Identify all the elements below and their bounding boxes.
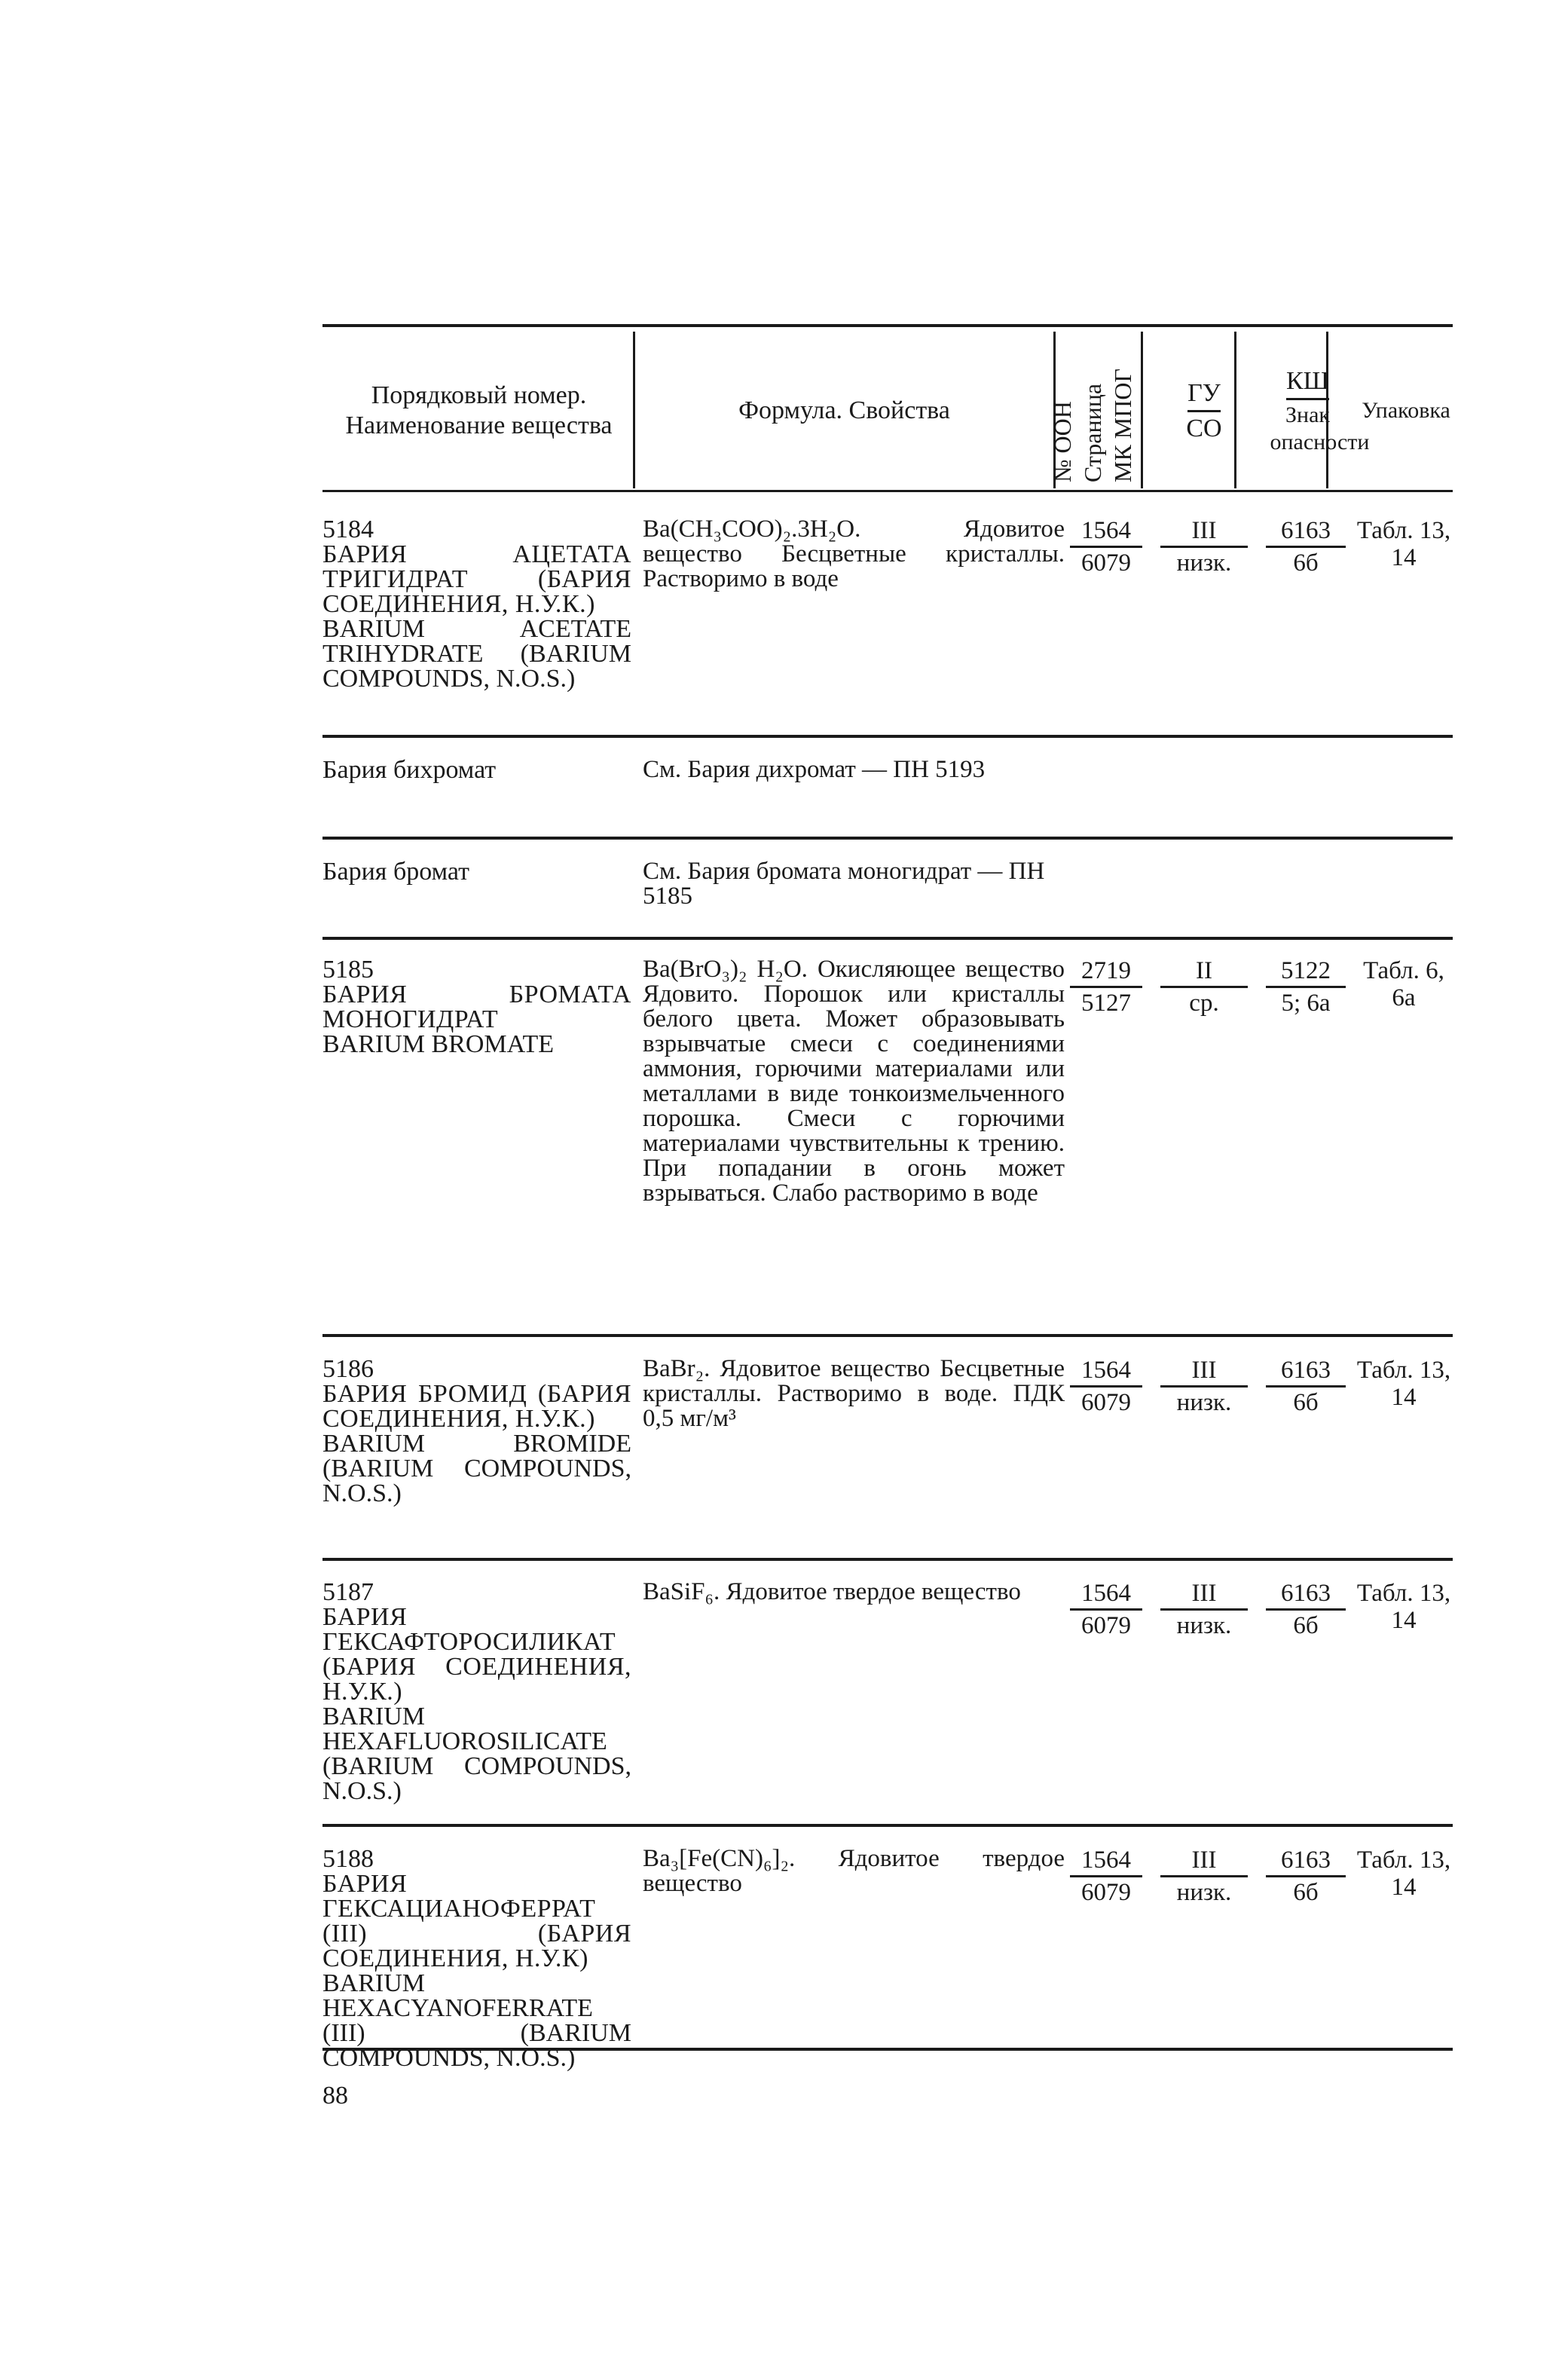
substance-name-en: BARIUM ACETATE TRIHYDRATE (BARIUM COMPOUNDS, N.O.S.) bbox=[322, 615, 631, 693]
substance-name bbox=[322, 517, 631, 691]
header-divider-4 bbox=[1234, 332, 1236, 488]
header-un-2: Страница bbox=[1079, 383, 1106, 482]
row-rule bbox=[322, 1334, 1453, 1337]
packaging: Табл. 13, 14 bbox=[1356, 517, 1451, 571]
packaging: Табл. 13, 14 bbox=[1356, 1580, 1451, 1634]
header-formula: Формула. Свойства bbox=[738, 396, 950, 424]
packaging: Табл. 6, 6а bbox=[1363, 957, 1444, 1011]
reference-desc: См. Бария дихромат — ПН 5193 bbox=[643, 756, 986, 783]
substance-desc: BaBr₂. Ядовитое вещество Бесцветные кристаллы. Растворимо в воде. ПДК 0,5 мг/м³ bbox=[643, 1355, 1065, 1432]
substance-name-ru: БАРИЯ БРОМИД (БАРИЯ СОЕДИНЕНИЯ, Н.У.К.) bbox=[322, 1380, 631, 1433]
row-rule bbox=[322, 937, 1453, 940]
header-divider-2 bbox=[1053, 332, 1056, 488]
gu-class: III низк. bbox=[1151, 517, 1257, 577]
gu-class: III низк. bbox=[1151, 1847, 1257, 1906]
substance-name bbox=[322, 1847, 631, 2070]
reference-name: Бария бихромат bbox=[322, 756, 497, 784]
packaging: Табл. 13, 14 bbox=[1356, 1847, 1451, 1901]
row-rule bbox=[322, 1824, 1453, 1827]
substance-name bbox=[322, 957, 631, 1057]
un-number: 1564 6079 bbox=[1061, 1357, 1151, 1416]
substance-desc: Ba(CH₃COO)₂.3H₂O. Ядовитое вещество Бесцветные кристаллы. Растворимо в воде bbox=[643, 516, 1065, 592]
substance-name bbox=[322, 1580, 631, 1804]
header-ksh-top: КШ bbox=[1286, 366, 1329, 400]
substance-number: 5184 bbox=[322, 516, 374, 543]
gu-class: II ср. bbox=[1151, 957, 1257, 1017]
substance-desc: Ba₃[Fe(CN)₆]₂. Ядовитое твердое вещество bbox=[643, 1845, 1065, 1897]
substance-name-ru: БАРИЯ ГЕКСАФТОРОСИЛИКАТ (БАРИЯ СОЕДИНЕНИЯ, Н.У.К.) bbox=[322, 1603, 631, 1706]
header-gu-bot: СО bbox=[1186, 414, 1222, 442]
packaging: Табл. 13, 14 bbox=[1356, 1357, 1451, 1411]
substance-desc: Ba(BrO₃)₂ H₂O. Окисляющее вещество Ядовито. Порошок или кристаллы белого цвета. Может образовывать взрывчатые смеси с соединениями аммония, горючими материалами или металлами в виде тонкоизмельченного порошка. Смеси с горючими материалами чувствительны к трению. При попадании в огонь может взрываться. Слабо растворимо в воде bbox=[643, 956, 1065, 1207]
gu-class: III низк. bbox=[1151, 1357, 1257, 1416]
hazard-code: 5122 5; 6а bbox=[1257, 957, 1355, 1017]
header-pack: Упаковка bbox=[1362, 398, 1450, 423]
substance-name-en: BARIUM HEXACYANOFERRATE (III) (BARIUM COMPOUNDS, N.O.S.) bbox=[322, 1969, 631, 2072]
un-number: 1564 6079 bbox=[1061, 1847, 1151, 1906]
page-number: 88 bbox=[322, 2082, 348, 2110]
header-ksh-bot: Знак опасности bbox=[1270, 402, 1370, 454]
substance-name-en: BARIUM BROMIDE (BARIUM COMPOUNDS, N.O.S.) bbox=[322, 1430, 631, 1507]
table-header bbox=[322, 332, 1453, 490]
gu-class: III низк. bbox=[1151, 1580, 1257, 1639]
substance-name-ru: БАРИЯ БРОМАТА МОНОГИДРАТ bbox=[322, 981, 631, 1033]
substance-number: 5188 bbox=[322, 1845, 374, 1873]
reference-desc: См. Бария бромата моногидрат — ПН 5185 bbox=[643, 858, 1045, 910]
header-name: Порядковый номер. Наименование вещества bbox=[345, 381, 613, 439]
substance-name-en: BARIUM BROMATE bbox=[322, 1030, 554, 1058]
header-ksh bbox=[1257, 332, 1370, 490]
header-bottom-rule bbox=[322, 490, 1453, 492]
substance-number: 5187 bbox=[322, 1578, 374, 1606]
substance-number: 5186 bbox=[322, 1355, 374, 1383]
substance-name-ru: БАРИЯ ГЕКСАЦИАНОФЕРРАТ (III) (БАРИЯ СОЕДИНЕНИЯ, Н.У.К) bbox=[322, 1870, 631, 1972]
header-un-3: МК МПОГ bbox=[1109, 369, 1136, 482]
un-number: 1564 6079 bbox=[1061, 517, 1151, 577]
header-divider-1 bbox=[633, 332, 635, 488]
substance-desc: BaSiF₆. Ядовитое твердое вещество bbox=[643, 1578, 1021, 1605]
hazard-code: 6163 6б bbox=[1257, 1847, 1355, 1906]
header-divider-3 bbox=[1141, 332, 1143, 488]
substance-name bbox=[322, 1357, 631, 1506]
substance-number: 5185 bbox=[322, 956, 374, 984]
hazard-code: 6163 6б bbox=[1257, 1580, 1355, 1639]
un-number: 1564 6079 bbox=[1061, 1580, 1151, 1639]
row-rule bbox=[322, 837, 1453, 840]
table-top-rule bbox=[322, 324, 1453, 327]
hazard-code: 6163 6б bbox=[1257, 517, 1355, 577]
header-gu bbox=[1151, 332, 1257, 490]
header-un-1: № ООН bbox=[1049, 401, 1076, 482]
header-gu-top: ГУ bbox=[1187, 378, 1221, 412]
un-number: 2719 5127 bbox=[1061, 957, 1151, 1017]
reference-name: Бария бромат bbox=[322, 858, 469, 886]
substance-name-ru: БАРИЯ АЦЕТАТА ТРИГИДРАТ (БАРИЯ СОЕДИНЕНИЯ, Н.У.К.) bbox=[322, 540, 631, 618]
substance-name-en: BARIUM HEXAFLUOROSILICATE (BARIUM COMPOUNDS, N.O.S.) bbox=[322, 1703, 631, 1805]
row-rule bbox=[322, 1558, 1453, 1561]
table-bottom-rule bbox=[322, 2048, 1453, 2051]
hazard-code: 6163 6б bbox=[1257, 1357, 1355, 1416]
row-rule bbox=[322, 735, 1453, 738]
header-divider-5 bbox=[1326, 332, 1328, 488]
